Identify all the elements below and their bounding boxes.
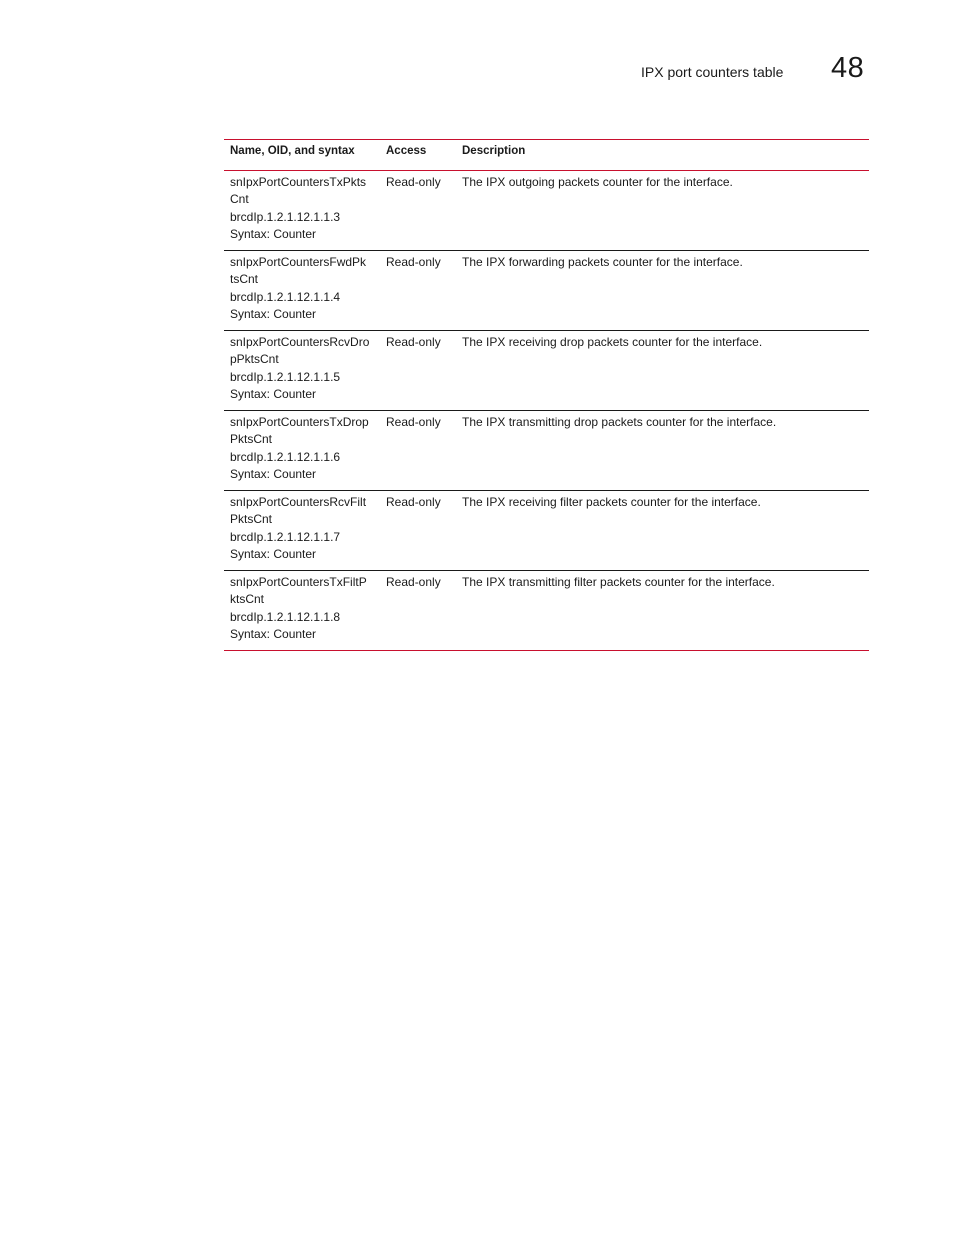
object-oid: brcdIp.1.2.1.12.1.1.3 <box>230 209 341 224</box>
object-oid: brcdIp.1.2.1.12.1.1.4 <box>230 289 341 304</box>
table-row <box>224 170 869 250</box>
access-cell: Read-only <box>380 570 456 650</box>
running-head-title: IPX port counters table <box>641 64 784 80</box>
object-name-cell <box>224 410 380 490</box>
object-syntax: Syntax: Counter <box>230 467 317 481</box>
object-name-cell <box>224 170 380 250</box>
chapter-number: 48 <box>831 52 865 84</box>
table-header-row <box>224 140 869 171</box>
description-cell: The IPX outgoing packets counter for the interface. <box>456 170 869 250</box>
object-oid: brcdIp.1.2.1.12.1.1.5 <box>230 369 341 384</box>
object-syntax: Syntax: Counter <box>230 627 317 641</box>
table-row <box>224 490 869 570</box>
object-name-part: ktsCnt <box>230 592 265 606</box>
object-name-part: PktsCnt <box>230 512 273 526</box>
access-cell: Read-only <box>380 490 456 570</box>
object-name-part: tsCnt <box>230 272 259 286</box>
object-name-part: snIpxPortCountersRcvDro <box>230 334 370 349</box>
object-name-cell <box>224 490 380 570</box>
table-row <box>224 570 869 650</box>
object-name-part: snIpxPortCountersTxFiltP <box>230 574 367 589</box>
object-oid: brcdIp.1.2.1.12.1.1.7 <box>230 529 341 544</box>
description-cell: The IPX transmitting drop packets counter for the interface. <box>456 410 869 490</box>
object-name-cell <box>224 250 380 330</box>
object-name-part: PktsCnt <box>230 432 273 446</box>
column-header-name: Name, OID, and syntax <box>224 140 380 171</box>
object-name-part: Cnt <box>230 192 249 206</box>
object-name-part: snIpxPortCountersTxPkts <box>230 174 367 189</box>
object-name-cell <box>224 330 380 410</box>
column-header-description: Description <box>456 140 869 171</box>
object-syntax: Syntax: Counter <box>230 307 317 321</box>
object-name-cell <box>224 570 380 650</box>
table-row <box>224 250 869 330</box>
object-oid: brcdIp.1.2.1.12.1.1.6 <box>230 449 341 464</box>
object-name-part: pPktsCnt <box>230 352 279 366</box>
object-syntax: Syntax: Counter <box>230 387 317 401</box>
table-row <box>224 330 869 410</box>
access-cell: Read-only <box>380 250 456 330</box>
description-cell: The IPX receiving drop packets counter for the interface. <box>456 330 869 410</box>
object-name-part: snIpxPortCountersTxDrop <box>230 414 369 429</box>
description-cell: The IPX receiving filter packets counter for the interface. <box>456 490 869 570</box>
access-cell: Read-only <box>380 410 456 490</box>
access-cell: Read-only <box>380 170 456 250</box>
description-cell: The IPX forwarding packets counter for the interface. <box>456 250 869 330</box>
table-row <box>224 410 869 490</box>
object-oid: brcdIp.1.2.1.12.1.1.8 <box>230 609 341 624</box>
description-cell: The IPX transmitting filter packets counter for the interface. <box>456 570 869 650</box>
object-syntax: Syntax: Counter <box>230 547 317 561</box>
object-name-part: snIpxPortCountersFwdPk <box>230 254 367 269</box>
column-header-access: Access <box>380 140 456 171</box>
object-syntax: Syntax: Counter <box>230 227 317 241</box>
mib-object-table <box>224 139 869 651</box>
object-name-part: snIpxPortCountersRcvFilt <box>230 494 367 509</box>
access-cell: Read-only <box>380 330 456 410</box>
